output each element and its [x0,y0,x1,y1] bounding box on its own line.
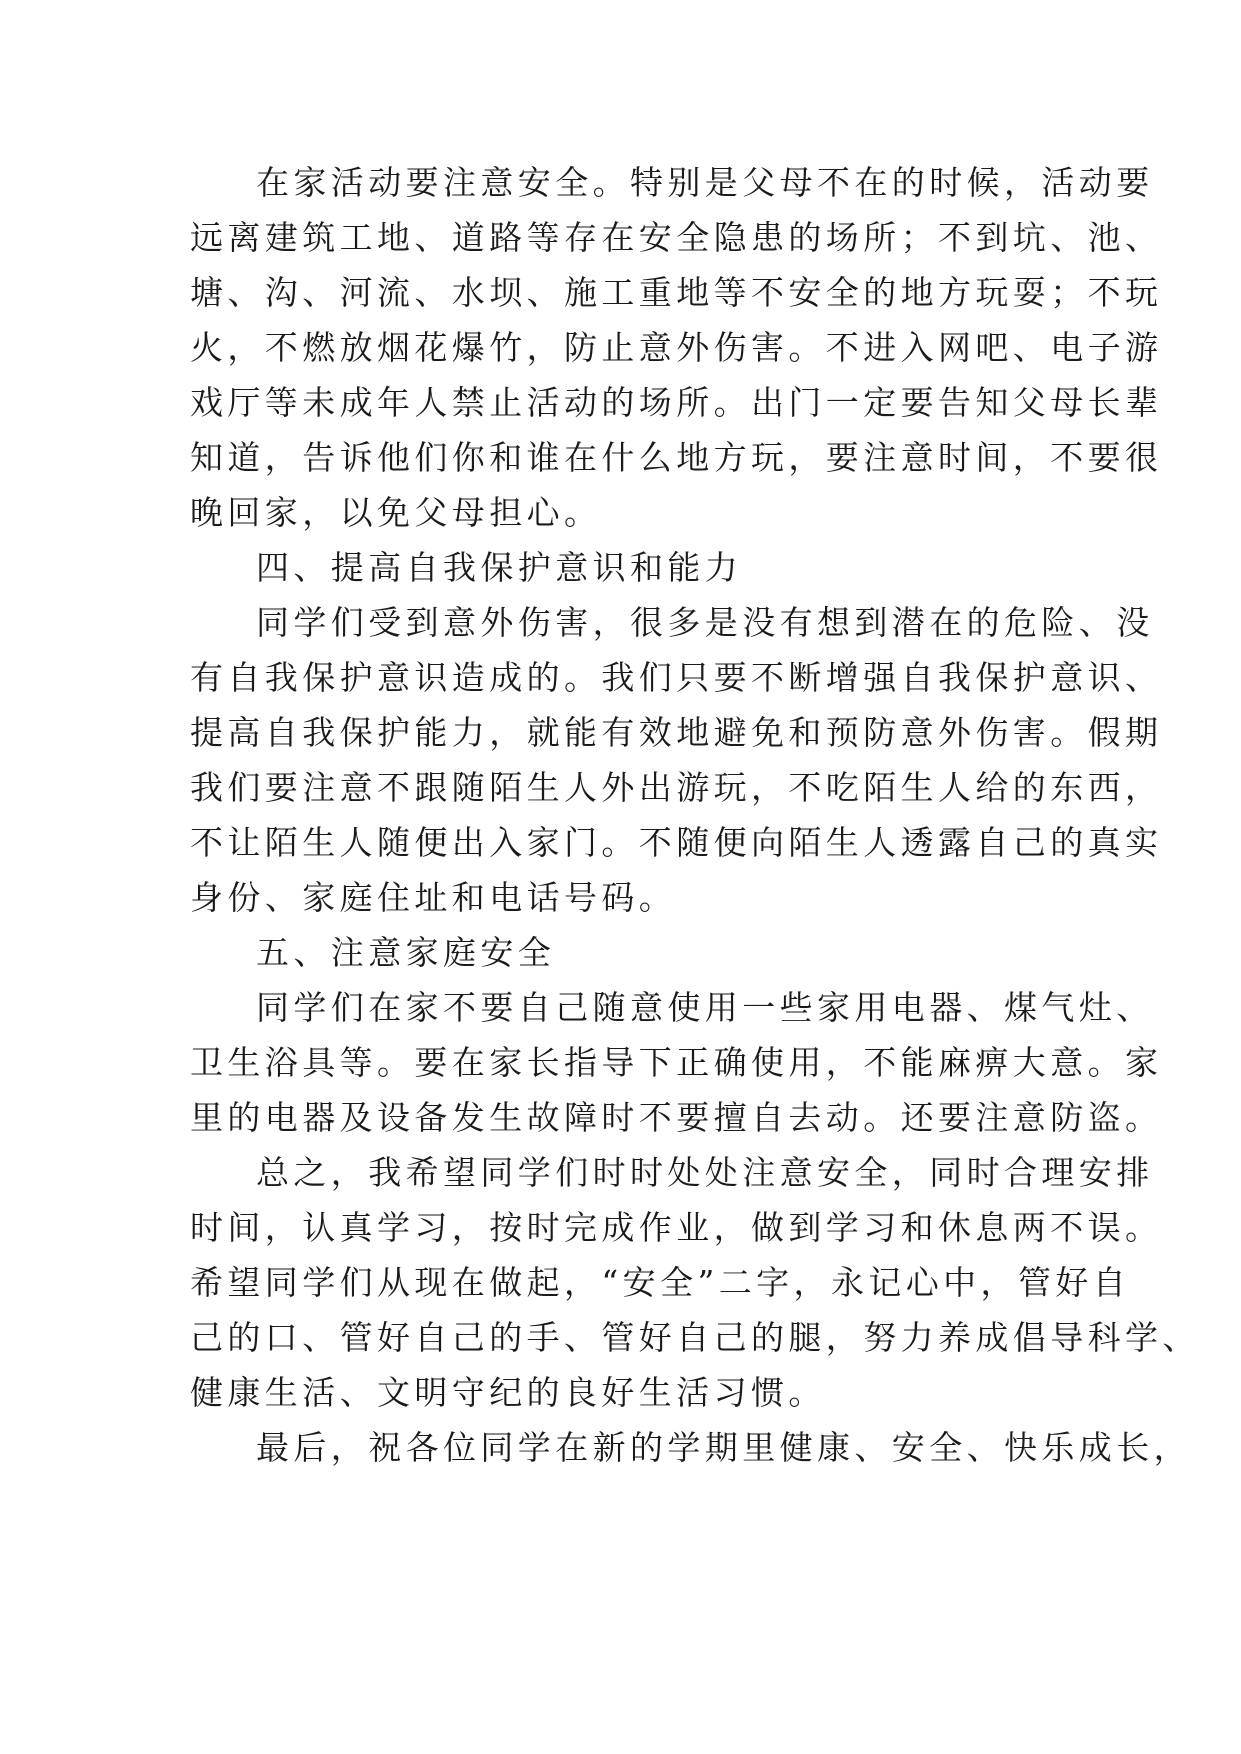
text-line: 有自我保护意识造成的。我们只要不断增强自我保护意识、 [190,658,1163,697]
text-line: 知道，告诉他们你和谁在什么地方玩，要注意时间，不要很 [190,438,1163,477]
text-line: 健康生活、文明守纪的良好生活习惯。 [190,1373,826,1412]
text-line: 提高自我保护能力，就能有效地避免和预防意外伤害。假期 [190,713,1163,752]
text-line: 同学们受到意外伤害，很多是没有想到潜在的危险、没 [256,603,1154,642]
text-line: 卫生浴具等。要在家长指导下正确使用，不能麻痹大意。家 [190,1043,1163,1082]
text-line: 不让陌生人随便出入家门。不随便向陌生人透露自己的真实 [190,823,1163,862]
text-line: 塘、沟、河流、水坝、施工重地等不安全的地方玩耍；不玩 [190,273,1163,312]
text-line: 在家活动要注意安全。特别是父母不在的时候，活动要 [256,163,1154,202]
text-line: 己的口、管好自己的手、管好自己的腿，努力养成倡导科学、 [190,1318,1200,1357]
text-line: 希望同学们从现在做起，“安全”二字，永记心中，管好自 [190,1263,1131,1302]
text-line: 身份、家庭住址和电话号码。 [190,878,677,917]
text-line: 我们要注意不跟随陌生人外出游玩，不吃陌生人给的东西， [190,768,1163,807]
text-line: 最后，祝各位同学在新的学期里健康、安全、快乐成长， [256,1428,1191,1467]
text-line: 同学们在家不要自己随意使用一些家用电器、煤气灶、 [256,988,1154,1027]
section-heading: 四、提高自我保护意识和能力 [256,548,743,587]
text-line: 里的电器及设备发生故障时不要擅自去动。还要注意防盗。 [190,1098,1163,1137]
text-line: 晚回家，以免父母担心。 [190,493,602,532]
section-heading: 五、注意家庭安全 [256,933,556,972]
text-line: 时间，认真学习，按时完成作业，做到学习和休息两不误。 [190,1208,1163,1247]
text-line: 戏厅等未成年人禁止活动的场所。出门一定要告知父母长辈 [190,383,1163,422]
text-line: 火，不燃放烟花爆竹，防止意外伤害。不进入网吧、电子游 [190,328,1163,367]
text-line: 总之，我希望同学们时时处处注意安全，同时合理安排 [256,1153,1154,1192]
text-line: 远离建筑工地、道路等存在安全隐患的场所；不到坑、池、 [190,218,1163,257]
